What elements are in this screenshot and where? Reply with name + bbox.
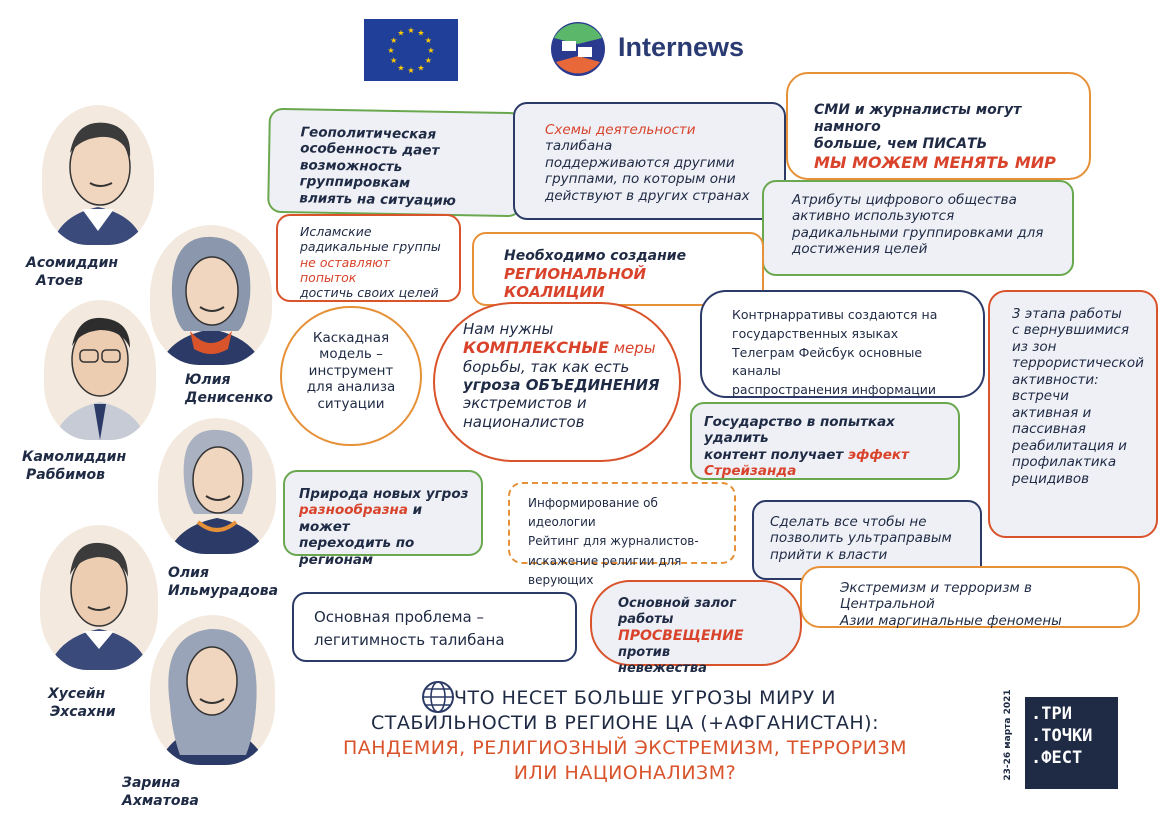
person-portrait-icon [40, 525, 158, 670]
speaker-portrait-5 [40, 525, 158, 670]
internews-mark-icon [548, 20, 608, 78]
speaker-name-4: Олия Ильмурадова [168, 565, 279, 599]
headline-line-1: ЧТО НЕСЕТ БОЛЬШЕ УГРОЗЫ МИРУ И [454, 687, 836, 709]
bubble-nature-of-threats: Природа новых угроз разнообразна и может переходить по регионам [283, 470, 483, 556]
bubble-main-problem: Основная проблема – легитимность талибана [292, 592, 577, 662]
eu-flag-logo [364, 19, 458, 81]
speaker-name-6: Зарина Ахматова [122, 775, 199, 809]
headline-line-4: ИЛИ НАЦИОНАЛИЗМ? [513, 762, 737, 785]
bubble-islamic-groups: Исламские радикальные группы не оставляют попыток достичь своих целей [276, 214, 461, 302]
bubble-complex-measures: Нам нужны КОМПЛЕКСНЫЕ меры борьбы, так как есть угроза ОБЪЕДИНЕНИЯ экстремистов и националистов [433, 302, 681, 462]
person-portrait-icon [150, 615, 275, 765]
bubble-digital-attributes: Атрибуты цифрового общества активно используются радикальными группировками для достижения целей [762, 180, 1074, 276]
bubble-regional-coalition: Необходимо создание РЕГИОНАЛЬНОЙ КОАЛИЦИИ [472, 232, 764, 306]
eu-star-icon: ★ [407, 26, 415, 35]
bubble-streisand-effect: Государство в попытках удалить контент получает эффект Стрейзанда [690, 402, 960, 480]
bubble-counter-narratives: Контрнарративы создаются на государственных языках Телеграм Фейсбук основные каналы распространения информации [700, 290, 985, 398]
eu-star-icon: ★ [390, 56, 398, 65]
person-portrait-icon [150, 225, 272, 365]
internews-logo [548, 20, 758, 78]
bubble-education: Основной залог работы ПРОСВЕЩЕНИЕ против невежества [590, 580, 802, 666]
speaker-name-2: Юлия Денисенко [185, 372, 274, 406]
speaker-name-5: Хусейн Эхсахни [48, 686, 116, 720]
speaker-portrait-4 [158, 418, 276, 554]
eu-star-icon: ★ [397, 28, 405, 38]
bubble-schemes: Схемы деятельности талибана поддерживаются другими группами, по которым они действуют в других странах [513, 102, 786, 220]
fest-dates: 23-26 марта 2021 [1003, 689, 1013, 781]
person-portrait-icon [42, 105, 154, 245]
eu-star-icon: ★ [397, 63, 405, 73]
bubble-ultra-right: Сделать все чтобы не позволить ультраправым прийти к власти [752, 500, 982, 580]
eu-stars-icon [364, 19, 458, 81]
headline [330, 686, 920, 786]
speaker-name-3: Камолиддин Раббимов [22, 449, 127, 483]
bubble-extremism-marginal: Экстремизм и терроризм в Центральной Азии маргинальные феномены [800, 566, 1140, 628]
eu-star-icon: ★ [427, 46, 435, 55]
speaker-portrait-3 [44, 300, 156, 440]
person-portrait-icon [44, 300, 156, 440]
bubble-informing: Информирование об идеологии Рейтинг для журналистов- искажение религии для верующих [508, 482, 736, 564]
speaker-portrait-2 [150, 225, 272, 365]
internews-wordmark: Internews [618, 32, 745, 62]
eu-star-icon: ★ [424, 36, 432, 45]
bubble-three-stages: 3 этапа работы с вернувшимися из зон террористической активности: встречи активная и пассивная реабилитация и профилактика рецидивов [988, 290, 1158, 538]
headline-line-3: ПАНДЕМИЯ, РЕЛИГИОЗНЫЙ ЭКСТРЕМИЗМ, ТЕРРОРИЗМ [342, 737, 908, 760]
eu-star-icon: ★ [424, 56, 432, 65]
bubble-geopolitics: Геополитическая особенность дает возможность группировкам влиять на ситуацию [267, 108, 524, 217]
eu-star-icon: ★ [390, 36, 398, 45]
fest-logo: .ТРИ .ТОЧКИ .ФЕСТ [1025, 697, 1118, 789]
bubble-media-power: СМИ и журналисты могут намного больше, чем ПИСАТЬ МЫ МОЖЕМ МЕНЯТЬ МИР [786, 72, 1091, 180]
speaker-name-1: Асомиддин Атоев [26, 255, 119, 289]
headline-line-2: СТАБИЛЬНОСТИ В РЕГИОНЕ ЦА (+АФГАНИСТАН): [371, 712, 879, 735]
eu-star-icon: ★ [407, 66, 415, 75]
eu-star-icon: ★ [417, 63, 425, 73]
bubble-cascade-model: Каскадная модель – инструмент для анализа ситуации [280, 306, 422, 446]
eu-star-icon: ★ [417, 28, 425, 38]
eu-star-icon: ★ [387, 46, 395, 55]
person-portrait-icon [158, 418, 276, 554]
speaker-portrait-1 [42, 105, 154, 245]
speaker-portrait-6 [150, 615, 275, 765]
